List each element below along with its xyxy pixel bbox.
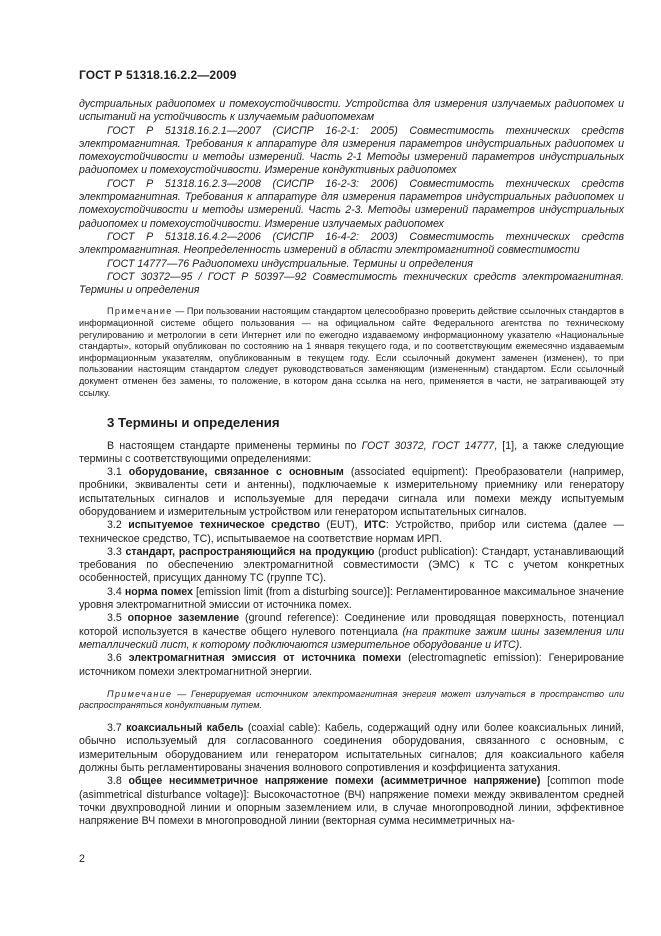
reference-item: ГОСТ Р 51318.16.2.1—2007 (СИСПР 16-2-1: 2005) Совместимость технических средств электромагнитная. Требования к аппаратуре для измерения параметров индустриальных радиопомех и помехоустойчивости и методы измерений. Часть 2-1 Методы измерений параметров индустриальных радиопомех и помехоустойчивости. Измерение кондуктивных радиопомех (79, 124, 624, 177)
term-number: 3.4 (107, 585, 125, 598)
section-intro (79, 440, 624, 467)
term-definition: [emission limit (from a disturbing source)]: Регламентированное максимальное значение уровня электромагнитной эмиссии от источника помех. (79, 585, 624, 612)
term-3-2 (79, 519, 624, 546)
intro-refs: ГОСТ 30372, ГОСТ 14777 (361, 439, 495, 452)
term-3-1 (79, 466, 624, 519)
intro-text-end: , [1], а также следующие термины с соответствующими определениями: (79, 439, 625, 465)
term-definition: (product publication): Стандарт, устанавливающий требования по обеспечению электромагнитной совместимости (ЭМС) к ТС с учетом конкретных особенностей, присущих данному ТС (группе ТС). (79, 545, 624, 585)
term-definition: (coaxial cable): Кабель, содержащий одну или более коаксиальных линий, обычно используемый для согласованного соединения оборудования, связанного с основным, с измерительным оборудованием или генератором испытательных сигналов; для коаксиального кабеля должны быть регламентированы значения волнового сопротивления и коэффициента затухания. (79, 722, 624, 774)
term-definition: (electromagnetic emission): Генерирование источником помехи электромагнитной энергии. (79, 652, 624, 678)
note-references (79, 306, 624, 399)
term-name: общее несимметричное напряжение помехи (асимметричное напряжение) (128, 775, 541, 788)
term-name: электромагнитная эмиссия от источника помехи (128, 652, 402, 665)
term-number: 3.5 (107, 612, 128, 625)
note-emission (79, 689, 624, 712)
note-text: — Генерируемая источником электромагнитная энергия может излучаться в пространство или распространяться кондуктивным путем. (79, 688, 624, 711)
term-3-4 (79, 586, 624, 613)
term-name: испытуемое техническое средство (128, 519, 320, 532)
term-definition: (ground reference): Соединение или проводящая поверхность, потенциал которой используется в качестве общего нулевого потенциала (79, 612, 624, 638)
page-number: 2 (79, 853, 85, 865)
term-number: 3.7 (107, 722, 127, 735)
term-name: опорное заземление (127, 612, 240, 625)
term-abbr: (EUT), (319, 519, 365, 532)
note-label: Примечание (107, 688, 173, 699)
reference-item: ГОСТ Р 51318.16.4.2—2006 (СИСПР 16-4-2: 2003) Совместимость технических средств электромагнитная. Неопределенность измерений в области электромагнитной совместимости (79, 230, 624, 257)
term-definition: : Устройство, прибор или система (далее — техническое средство, ТС), испытываемое на соответствие нормам ИРП. (79, 519, 625, 545)
term-number: 3.1 (107, 466, 129, 479)
reference-item: ГОСТ 30372—95 / ГОСТ Р 50397—92 Совместимость технических средств электромагнитная. Термины и определения (79, 270, 624, 297)
section-title: 3 Термины и определения (107, 415, 280, 431)
term-3-5 (79, 612, 624, 652)
term-definition-italic: (на практике зажим шины заземления или металлический лист, к которому подключаются измерительное оборудование и ИТС) (79, 625, 624, 651)
term-name: норма помех (124, 585, 193, 598)
reference-continuation: дустриальных радиопомех и помехоустойчивости. Устройства для измерения излучаемых радиопомех и испытаний на устойчивость к излучаемым радиопомехам (79, 98, 624, 124)
term-number: 3.3 (107, 545, 126, 558)
term-name: оборудование, связанное с основным (128, 466, 344, 479)
term-name-short: ИТС (364, 519, 386, 532)
term-number: 3.2 (107, 519, 129, 532)
term-definition: (associated equipment): Преобразователи (например, пробники, эквиваленты сети и антенны), подключаемые к измерительному приемнику или генератору испытательных сигналов и используемые для передачи сигнала или помехи между испытуемым оборудованием и измерительным устройством или генератором испытательных сигналов. (79, 466, 624, 518)
term-3-8 (79, 775, 624, 828)
note-text: — При пользовании настоящим стандартом целесообразно проверить действие ссылочных стандартов в информационной системе общего пользования — на официальном сайте Федерального агентства по техническому регулированию и метрологии в сети Интернет или по ежегодно издаваемому информационному указателю «Национальные стандарты», который опубликован по состоянию на 1 января текущего года, и по соответствующим ежемесячно издаваемым информационным указателям, опубликованным в текущем году. Если ссылочный документ заменен (изменен), то при пользовании настоящим стандартом следует руководствоваться заменяющим (измененным) стандартом. Если ссылочный документ отменен без замены, то положение, в котором дана ссылка на него, применяется в части, не затрагивающей эту ссылку. (79, 306, 624, 398)
document-header: ГОСТ Р 51318.16.2.2—2009 (79, 68, 237, 82)
term-3-3 (79, 546, 624, 586)
term-3-6 (79, 652, 624, 679)
intro-text: В настоящем стандарте применены термины по (107, 439, 362, 452)
reference-item: ГОСТ 14777—76 Радиопомехи индустриальные. Термины и определения (107, 257, 473, 270)
note-label: Примечание (107, 306, 173, 317)
term-number: 3.6 (107, 652, 129, 665)
term-3-7 (79, 722, 624, 775)
term-name: стандарт, распространяющийся на продукцию (125, 545, 375, 558)
term-name: коаксиальный кабель (126, 722, 244, 735)
page-content (79, 98, 624, 828)
reference-item: ГОСТ Р 51318.16.2.3—2008 (СИСПР 16-2-3: 2006) Совместимость технических средств электромагнитная. Требования к аппаратуре для измерения параметров индустриальных радиопомех и помехоустойчивости и методы измерений. Часть 2-3. Методы измерений параметров индустриальных радиопомех и помехоустойчивости. Измерение излучаемых радиопомех (79, 177, 624, 230)
term-definition-end: . (519, 638, 523, 651)
term-number: 3.8 (107, 775, 129, 788)
term-definition: [common mode (asimmetrical disturbance voltage)]: Высокочастотное (ВЧ) напряжение помехи между эквивалентом средней точки двухпроводной линии и опорным заземлением или, в случае многопроводной линии, эффективное напряжение ВЧ помехи в многопроводной линии (векторная сумма несимметричных на- (79, 775, 625, 828)
